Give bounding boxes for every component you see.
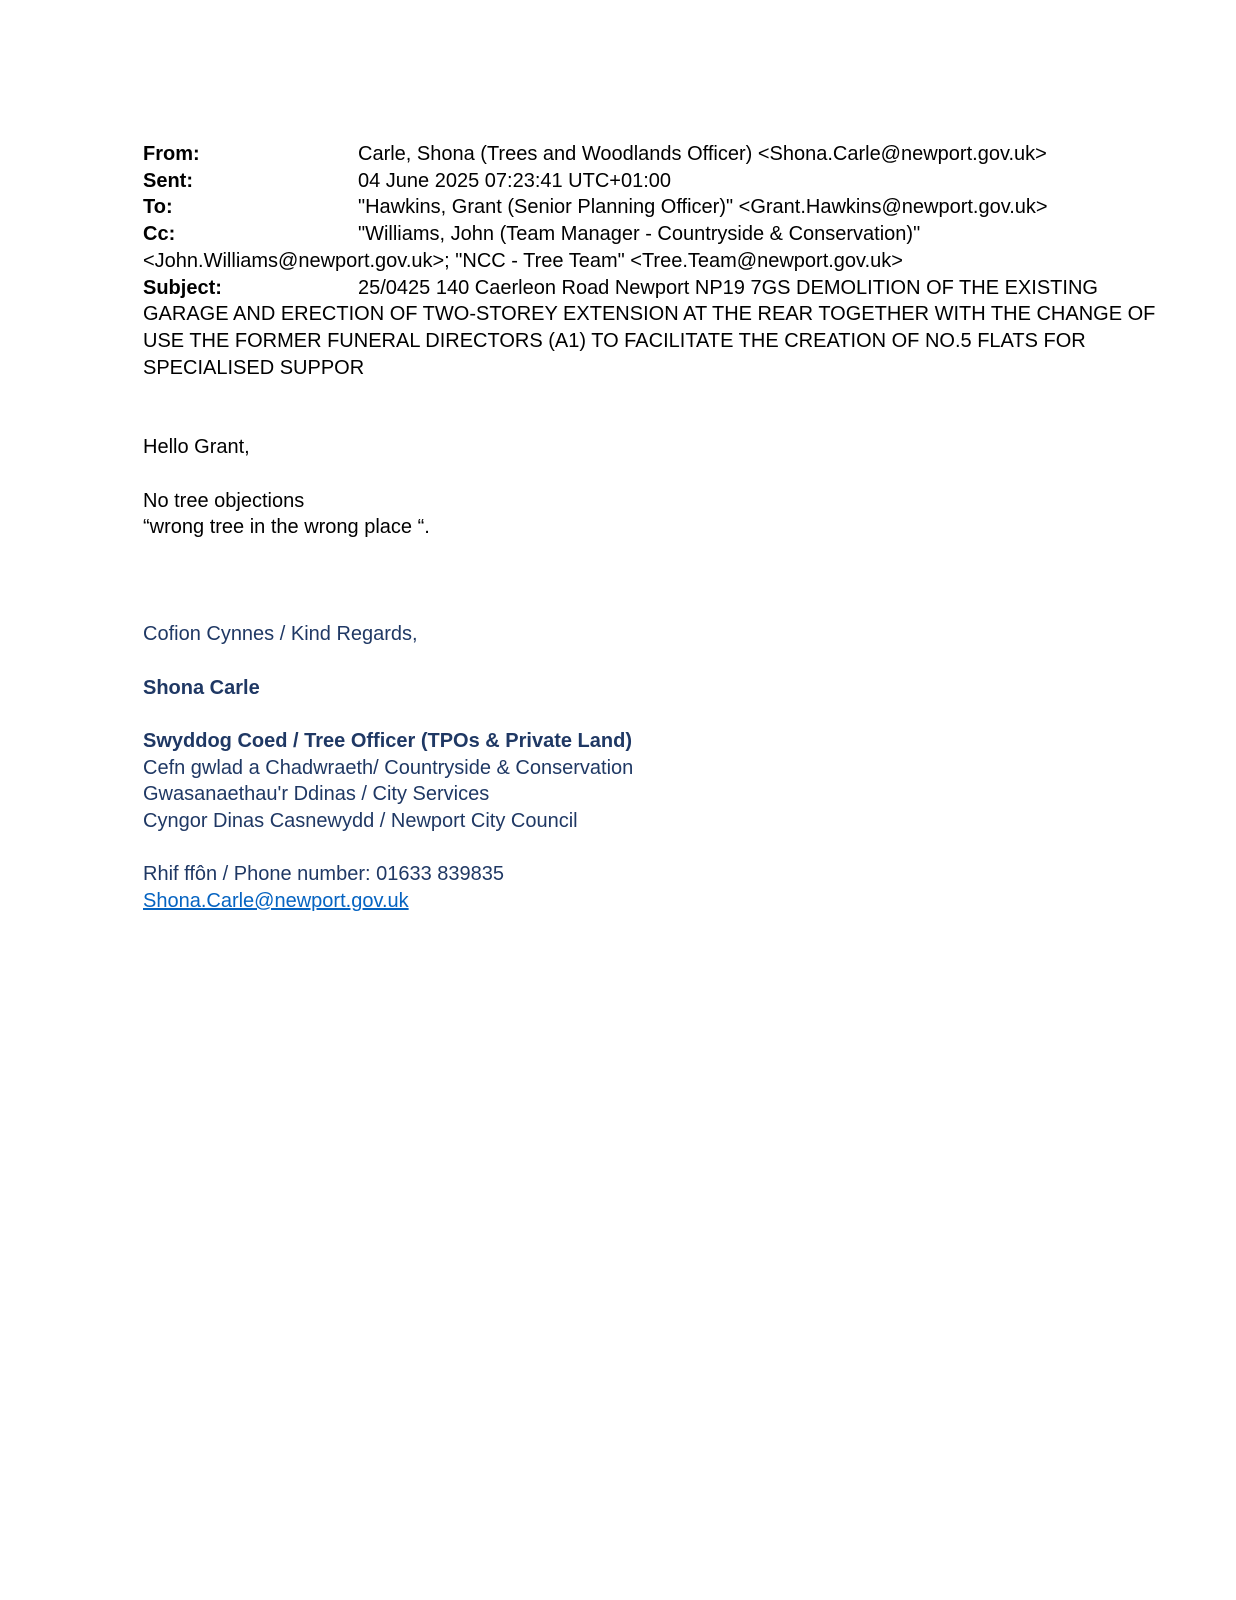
email-document	[143, 141, 1156, 915]
header-cc-continued	[143, 248, 1083, 275]
subject-line2: GARAGE AND ERECTION OF TWO-STOREY EXTENSION AT THE REAR TOGETHER WITH THE CHANGE OF	[143, 303, 1156, 326]
body-line-2: “wrong tree in the wrong place “.	[143, 516, 430, 539]
subject-label: Subject:	[143, 276, 222, 299]
greeting: Hello Grant,	[143, 436, 250, 459]
header-from	[143, 141, 1083, 168]
header-to	[143, 194, 1083, 221]
subject-line3: USE THE FORMER FUNERAL DIRECTORS (A1) TO FACILITATE THE CREATION OF NO.5 FLATS FOR	[143, 329, 1086, 352]
signature-name: Shona Carle	[143, 676, 260, 699]
body-line-1: No tree objections	[143, 489, 305, 512]
subject-continued-3	[143, 328, 1086, 355]
signature-council: Cyngor Dinas Casnewydd / Newport City Council	[143, 810, 578, 833]
email-body	[143, 434, 1083, 621]
cc-value-line2: <John.Williams@newport.gov.uk>; "NCC - Tree Team" <Tree.Team@newport.gov.uk>	[143, 249, 903, 272]
signature-department: Cefn gwlad a Chadwraeth/ Countryside & Conservation	[143, 756, 634, 779]
subject-line1: 25/0425 140 Caerleon Road Newport NP19 7GS DEMOLITION OF THE EXISTING	[358, 276, 1098, 299]
email-signature	[143, 621, 1083, 915]
signature-role: Swyddog Coed / Tree Officer (TPOs & Private Land)	[143, 729, 632, 752]
sent-value: 04 June 2025 07:23:41 UTC+01:00	[358, 169, 672, 192]
from-value: Carle, Shona (Trees and Woodlands Officer) <Shona.Carle@newport.gov.uk>	[358, 143, 1047, 165]
header-sent	[143, 168, 1083, 195]
header-cc	[143, 221, 1083, 248]
sent-label: Sent:	[143, 169, 193, 192]
to-label: To:	[143, 196, 173, 219]
header-subject	[143, 275, 1098, 302]
cc-value-line1: "Williams, John (Team Manager - Countryside & Conservation)"	[358, 223, 921, 246]
subject-continued-4	[143, 355, 1083, 382]
subject-continued-2	[143, 301, 1156, 328]
cc-label: Cc:	[143, 223, 176, 246]
from-label: From:	[143, 143, 200, 165]
signature-phone: Rhif ffôn / Phone number: 01633 839835	[143, 863, 505, 886]
to-value: "Hawkins, Grant (Senior Planning Officer)" <Grant.Hawkins@newport.gov.uk>	[358, 196, 1048, 219]
signature-regards: Cofion Cynnes / Kind Regards,	[143, 623, 418, 646]
subject-line4: SPECIALISED SUPPOR	[143, 356, 365, 379]
signature-service: Gwasanaethau'r Ddinas / City Services	[143, 783, 490, 806]
signature-email-link[interactable]: Shona.Carle@newport.gov.uk	[143, 890, 409, 913]
